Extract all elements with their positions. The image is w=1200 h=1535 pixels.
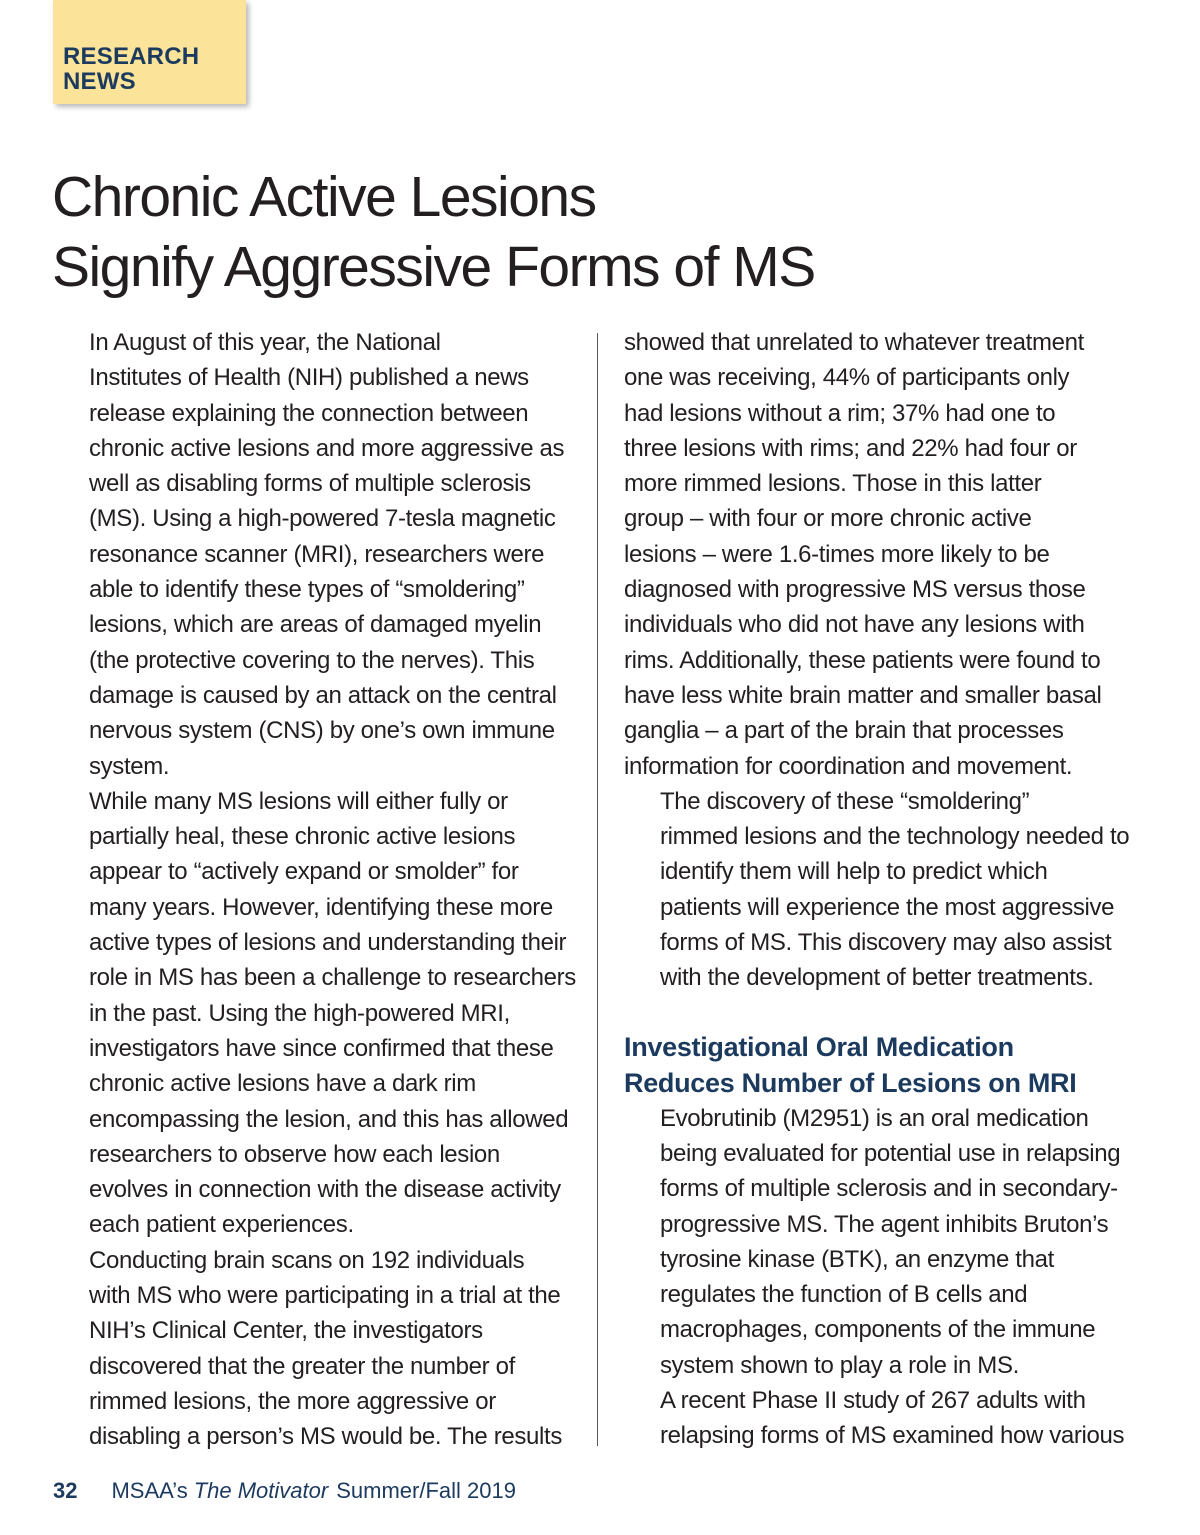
section-subheading bbox=[624, 1029, 1154, 1101]
text-line: researchers to observe how each lesion bbox=[89, 1140, 500, 1168]
text-line: in the past. Using the high-powered MRI, bbox=[89, 999, 510, 1027]
text-line: discovered that the greater the number of bbox=[89, 1352, 515, 1380]
text-line: The discovery of these “smoldering” bbox=[660, 787, 1030, 815]
text-line: (the protective covering to the nerves). This bbox=[89, 646, 535, 674]
text-line: identify them will help to predict which bbox=[660, 858, 1048, 886]
text-line: tyrosine kinase (BTK), an enzyme that bbox=[660, 1245, 1054, 1273]
text-line: had lesions without a rim; 37% had one to bbox=[624, 399, 1056, 427]
text-line: (MS). Using a high-powered 7-tesla magnetic bbox=[89, 505, 556, 533]
text-line: able to identify these types of “smoldering” bbox=[89, 576, 525, 604]
text-line: resonance scanner (MRI), researchers were bbox=[89, 540, 545, 568]
text-line: While many MS lesions will either fully or bbox=[89, 787, 508, 815]
page-footer bbox=[53, 1476, 516, 1506]
text-line: Conducting brain scans on 192 individuals bbox=[89, 1246, 525, 1274]
text-line: have less white brain matter and smaller basal bbox=[624, 681, 1102, 709]
text-line: Evobrutinib (M2951) is an oral medication bbox=[660, 1104, 1089, 1132]
text-line: system shown to play a role in MS. bbox=[660, 1351, 1019, 1379]
left-column bbox=[53, 325, 583, 1455]
text-line: active types of lesions and understanding their bbox=[89, 929, 567, 957]
text-line: many years. However, identifying these more bbox=[89, 893, 553, 921]
text-line: investigators have since confirmed that these bbox=[89, 1034, 554, 1062]
text-line: disabling a person’s MS would be. The results bbox=[89, 1423, 562, 1451]
section-label-line: NEWS bbox=[63, 68, 136, 95]
publisher-name: MSAA’s bbox=[111, 1478, 188, 1503]
text-line: NIH’s Clinical Center, the investigators bbox=[89, 1317, 483, 1345]
section-label-line: RESEARCH bbox=[63, 43, 200, 70]
paragraph bbox=[53, 1243, 583, 1455]
text-line: one was receiving, 44% of participants only bbox=[624, 364, 1070, 392]
paragraph bbox=[53, 325, 583, 784]
right-column bbox=[624, 325, 1154, 1454]
text-line: chronic active lesions have a dark rim bbox=[89, 1070, 476, 1098]
text-line: diagnosed with progressive MS versus those bbox=[624, 576, 1086, 604]
text-line: information for coordination and movement. bbox=[624, 752, 1073, 780]
subheading-line: Reduces Number of Lesions on MRI bbox=[624, 1067, 1077, 1098]
paragraph bbox=[624, 784, 1154, 996]
text-line: relapsing forms of MS examined how various bbox=[660, 1422, 1125, 1450]
headline-line: Signify Aggressive Forms of MS bbox=[52, 235, 815, 299]
issue-label: Summer/Fall 2019 bbox=[336, 1478, 516, 1503]
text-line: nervous system (CNS) by one’s own immune bbox=[89, 717, 555, 745]
text-line: damage is caused by an attack on the central bbox=[89, 681, 557, 709]
text-line: release explaining the connection between bbox=[89, 399, 529, 427]
text-line: Institutes of Health (NIH) published a news bbox=[89, 364, 529, 392]
text-line: lesions, which are areas of damaged myelin bbox=[89, 611, 542, 639]
text-line: A recent Phase II study of 267 adults with bbox=[660, 1387, 1086, 1415]
text-line: being evaluated for potential use in relapsing bbox=[660, 1139, 1121, 1167]
text-line: group – with four or more chronic active bbox=[624, 505, 1032, 533]
text-line: well as disabling forms of multiple sclerosis bbox=[89, 470, 531, 498]
text-line: ganglia – a part of the brain that processes bbox=[624, 717, 1064, 745]
text-line: progressive MS. The agent inhibits Bruton’s bbox=[660, 1210, 1109, 1238]
text-line: chronic active lesions and more aggressive as bbox=[89, 434, 565, 462]
text-line: three lesions with rims; and 22% had four or bbox=[624, 434, 1077, 462]
text-line: In August of this year, the National bbox=[89, 329, 441, 356]
section-tab bbox=[53, 0, 246, 104]
section-label bbox=[63, 44, 199, 94]
text-line: with the development of better treatments. bbox=[660, 964, 1094, 992]
text-line: individuals who did not have any lesions with bbox=[624, 611, 1085, 639]
text-line: showed that unrelated to whatever treatment bbox=[624, 329, 1084, 356]
text-line: regulates the function of B cells and bbox=[660, 1281, 1028, 1309]
paragraph bbox=[624, 1383, 1154, 1454]
text-line: with MS who were participating in a trial at the bbox=[89, 1282, 561, 1310]
text-line: rimmed lesions and the technology needed to bbox=[660, 823, 1130, 851]
text-line: evolves in connection with the disease activity bbox=[89, 1176, 561, 1204]
text-line: more rimmed lesions. Those in this latter bbox=[624, 470, 1042, 498]
text-line: role in MS has been a challenge to researchers bbox=[89, 964, 576, 992]
text-line: forms of MS. This discovery may also assist bbox=[660, 929, 1112, 957]
text-line: forms of multiple sclerosis and in secondary- bbox=[660, 1175, 1118, 1203]
text-line: macrophages, components of the immune bbox=[660, 1316, 1096, 1344]
text-line: rims. Additionally, these patients were found to bbox=[624, 646, 1101, 674]
article-headline bbox=[52, 162, 815, 302]
paragraph bbox=[53, 784, 583, 1243]
text-line: lesions – were 1.6-times more likely to be bbox=[624, 540, 1050, 568]
text-line: appear to “actively expand or smolder” for bbox=[89, 858, 519, 886]
text-line: encompassing the lesion, and this has allowed bbox=[89, 1105, 569, 1133]
headline-line: Chronic Active Lesions bbox=[52, 165, 596, 229]
page-number: 32 bbox=[53, 1478, 78, 1503]
text-line: partially heal, these chronic active lesions bbox=[89, 823, 516, 851]
text-line: each patient experiences. bbox=[89, 1211, 354, 1239]
column-divider bbox=[597, 333, 598, 1446]
publication-title: The Motivator bbox=[193, 1478, 329, 1503]
subheading-line: Investigational Oral Medication bbox=[624, 1031, 1014, 1062]
paragraph bbox=[624, 1101, 1154, 1383]
text-line: rimmed lesions, the more aggressive or bbox=[89, 1387, 496, 1415]
paragraph bbox=[624, 325, 1154, 784]
text-line: patients will experience the most aggressive bbox=[660, 893, 1115, 921]
text-line: system. bbox=[89, 752, 170, 780]
